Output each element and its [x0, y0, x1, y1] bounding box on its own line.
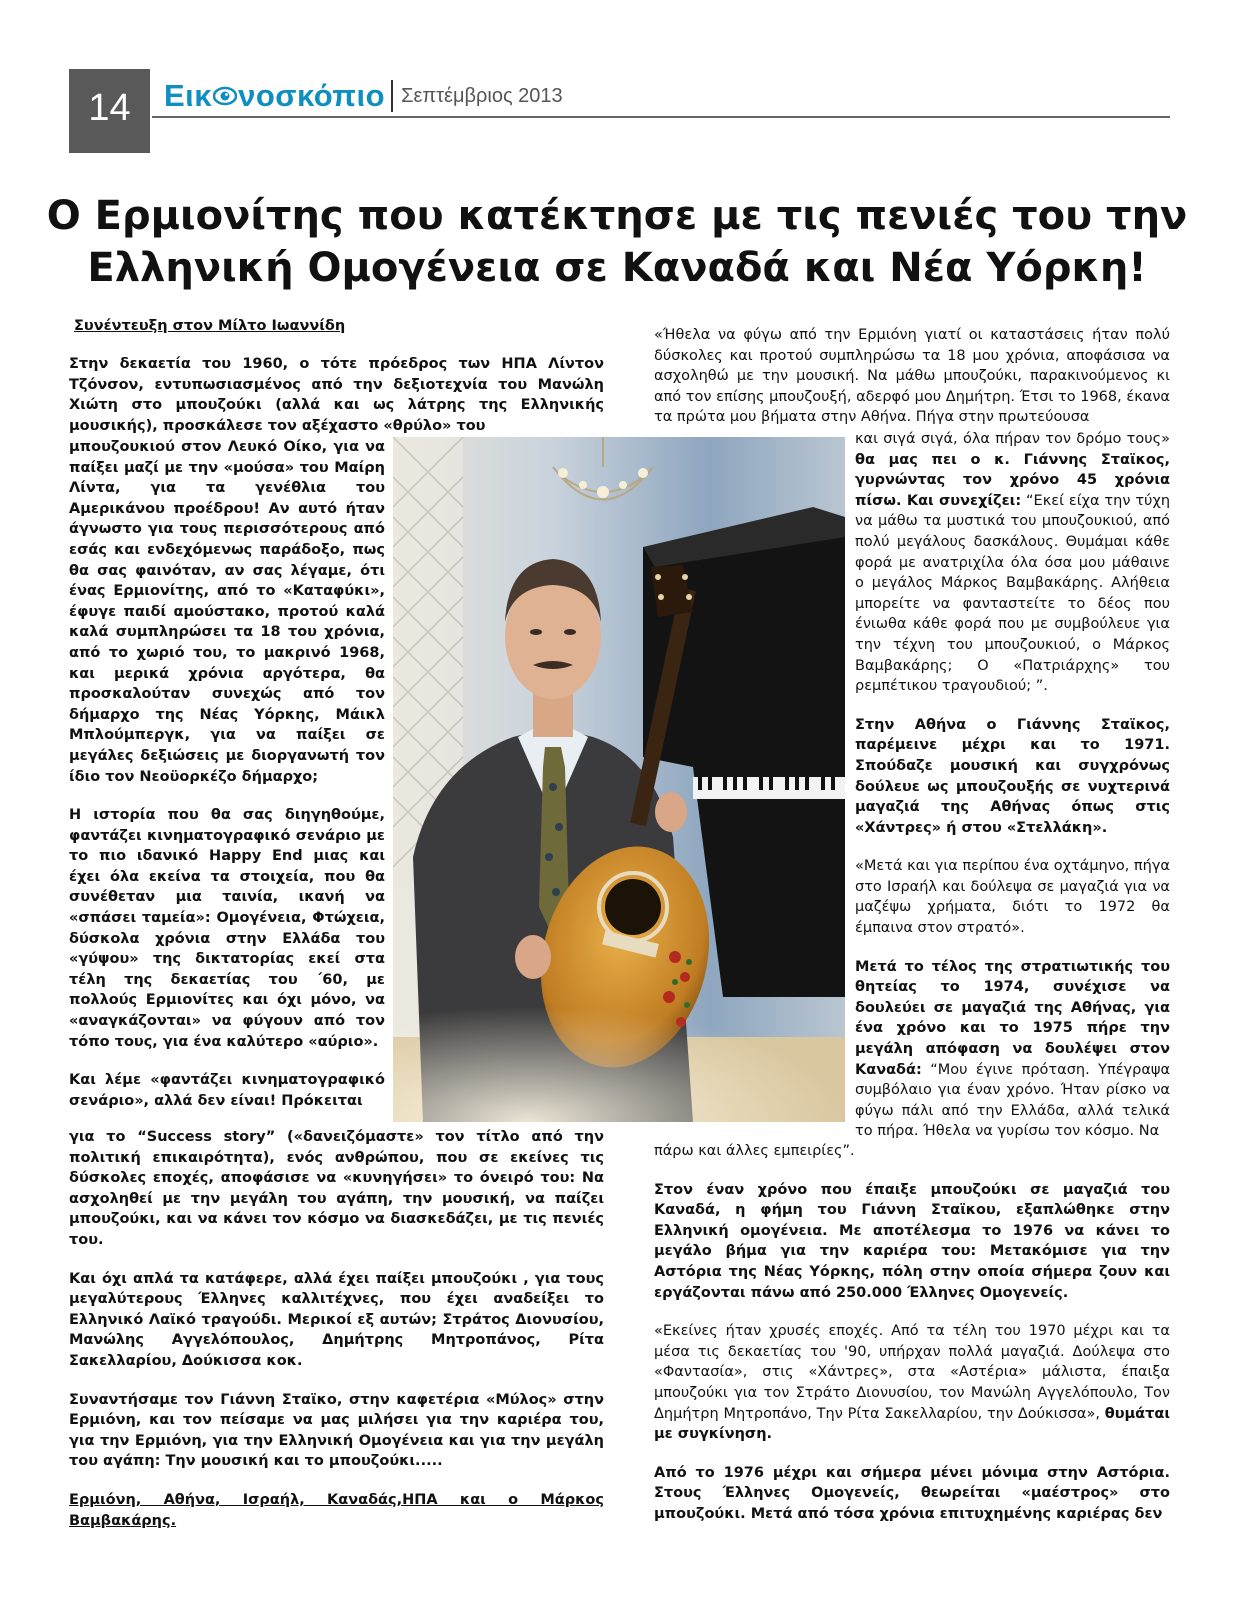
- canada-paragraph-side: [855, 957, 1170, 1142]
- quote-intro-side: [855, 429, 1170, 697]
- masthead-rule: [152, 116, 1170, 118]
- left-column-bottom: [69, 1127, 604, 1531]
- scenario-paragraph-full: για το “Success story” («δανειζόμαστε» τον τίτλο από την πολιτική επικαιρότητα), ενός ανθρώπου, που σε εκείνες τις δύσκολες εποχές, αποφάσισε να «κυνηγήσει» το όνειρό του: Να ασχοληθεί με την μεγάλη του αγάπη, την μουσική, να παίζει μπουζούκι, και να κάνει τον κόσμο να διασκεδάζει, με τις πενιές του.: [69, 1129, 604, 1248]
- golden-era-quote: [654, 1321, 1170, 1445]
- headline-line-1: Ο Ερμιονίτης που κατέκτησε με τις πενιές του την: [46, 193, 1188, 239]
- canada-paragraph-bold: Μετά το τέλος της στρατιωτικής του θητείας το 1974, συνέχισε να δουλεύει σε μαγαζιά της Αθήνας, για ένα χρόνο και το 1975 πήρε την μεγάλη απόφαση να δουλέψει στον Καναδά:: [855, 958, 1170, 1078]
- right-column-bottom: [654, 1141, 1170, 1525]
- maestro-paragraph: Από το 1976 μέχρι και σήμερα μένει μόνιμα στην Αστόρια. Στους Έλληνες Ομογενείς, θεωρείται «μαέστρος» στο μπουζούκι. Μετά από τόσα χρόνια επιτυχημένης καριέρας δεν: [654, 1464, 1170, 1522]
- right-column-top: [654, 325, 1170, 428]
- headline-line-2: Ελληνική Ομογένεια σε Καναδά και Νέα Υόρκη!: [87, 245, 1147, 291]
- israel-quote: «Μετά και για περίπου ένα οχτάμηνο, πήγα στο Ισραήλ και δούλεψα σε μαγαζιά για να μαζέψω χρήματα, διότι το 1972 θα έμπαινα στον στρατό».: [855, 858, 1170, 937]
- photo-man-with-bouzouki: [393, 437, 845, 1122]
- golden-era-quote-plain: «Εκείνες ήταν χρυσές εποχές. Από τα τέλη του 1970 μέχρι και τα μέσα τις δεκαετίας του '90, υπήρχαν πολλά μαγαζιά. Δούλεψα στο «Φαντασία», στις «Χάντρες», στα «Αστέρια» μάλιστα, έπαιξα μπουζούκι για τον Στράτο Διονυσίου, τον Μανώλη Αγγελόπουλο, Τον Δημήτρη Μητροπάνο, Την Ρίτα Σακελλαρίου, την Δούκισσα»,: [654, 1323, 1170, 1422]
- article-headline: [40, 190, 1194, 294]
- quote-intro-top: «Ήθελα να φύγω από την Ερμιόνη γιατί οι καταστάσεις ήταν πολύ δύσκολες και προτού συμπληρώσω τα 18 μου χρόνια, αποφάσισα να ασχοληθώ με την μουσική. Να μάθω μπουζούκι, παρακινούμενος κι από τον επίσης μπουζουξή, αδερφό μου Δημήτρη. Έτσι το 1968, έκανα τα πρώτα μου βήματα στην Αθήνα. Πήγα στην πρωτεύουσα: [654, 327, 1170, 426]
- intro-paragraph-top: Στην δεκαετία του 1960, ο τότε πρόεδρος των ΗΠΑ Λίντον Τζόνσον, εντυπωσιασμένος από την δεξιοτεχνία του Μανώλη Χιώτη στο μπουζούκι (αλλά και ως λάτρης της Ελληνικής μουσικής), προσκάλεσε τον αξέχαστο «θρύλο» του: [69, 356, 604, 434]
- left-column-top: [69, 354, 604, 436]
- artists-paragraph: Και όχι απλά τα κατάφερε, αλλά έχει παίξει μπουζούκι , για τους μεγαλύτερους Έλληνες καλλιτέχνες, που έχει αναδείξει το Ελληνικό Λαϊκό τραγούδι. Μερικοί εξ αυτών; Στράτος Διονυσίου, Μανώλης Αγγελόπουλος, Δημήτρης Μητροπάνος, Ρίτα Σακελλαρίου, Δούκισσα κοκ.: [69, 1270, 604, 1369]
- logo-text-part2: νοσκόπιο: [238, 78, 386, 113]
- right-column-side: [855, 429, 1170, 1142]
- quote-intro-side-quote: “Εκεί είχα την τύχη να μάθω τα μυστικά του μπουζουκιού, από πολύ μεγάλους δασκάλους. Θυμάμαι κάθε φορά με ανατριχίλα όλα όσα μου μάθαινε ο μεγάλος Μάρκος Βαμβακάρης. Αλήθεια μπορείτε να φανταστείτε το δέος που ένιωθα κάθε φορά που με συμβούλευε για την τέχνη του μπουζουκιού, ο Μάρκος Βαμβακάρης; Ο «Πατριάρχης» του ρεμπέτικου τραγουδιού; ”.: [855, 492, 1171, 695]
- meeting-paragraph: Συναντήσαμε τον Γιάννη Σταϊκο, στην καφετέρια «Μύλος» στην Ερμιόνη, και τον πείσαμε να μας μιλήσει για την καριέρα του, για την Ερμιόνη, για την Ελληνική Ομογένεια και για την μεγάλη του αγάπη: Την μουσική και το μπουζούκι.....: [69, 1391, 604, 1470]
- quote-intro-side-bold: θα μας πει ο κ. Γιάννης Σταϊκος, γυρνώντας τον χρόνο 45 χρόνια πίσω. Και συνεχίζει:: [855, 451, 1170, 509]
- scenario-paragraph-side: Και λέμε «φαντάζει κινηματογραφικό σενάριο», αλλά δεν είναι! Πρόκειται: [69, 1072, 385, 1109]
- article-photo: [393, 437, 845, 1122]
- section-subhead: Ερμιόνη, Αθήνα, Ισραήλ, Καναδάς,ΗΠΑ και ο Μάρκος Βαμβακάρης.: [69, 1491, 604, 1529]
- intro-paragraph-side: μπουζουκιού στον Λευκό Οίκο, για να παίξει μαζί με την «μούσα» του Μαίρη Λίντα, για τα γενέθλια του Αμερικάνου προέδρου! Αν αυτό ήταν άγνωστο για τους περισσότερους από εσάς και ενδεχόμενως παράδοξο, πως θα σας φαινόταν, αν σας λέγαμε, ότι ένας Ερμιονίτης, από το «Καταφύκι», έφυγε παιδί αμούστακο, προτού καλά καλά συμπληρώσει τα 18 του χρόνια, από το χωριό του, το μακρινό 1968, και μερικά χρόνια αργότερα, θα προσκαλούταν συνεχώς από τον δήμαρχο της Νέας Υόρκης, Μάικλ Μπλούμπεργκ, για να παίξει σε μεγάλες δεξιώσεις με διοργανωτή τον ίδιο τον Νεοϋορκέζο δήμαρχο;: [69, 439, 385, 785]
- page-number: 14: [69, 69, 150, 153]
- logo-text-part1: Εικ: [164, 78, 213, 113]
- interviewer-credit: Συνέντευξη στον Μίλτο Ιωαννίδη: [74, 318, 346, 334]
- canada-paragraph-plain: “Μου έγινε πρόταση. Υπέγραψα συμβόλαιο για έναν χρόνο. Ήταν ρίσκο να φύγω πάλι από την Ελλάδα, αλλά τελικά το πήρα. Ήθελα να γυρίσω τον κόσμο. Να: [855, 1061, 1170, 1140]
- golden-era-quote-bold: θυμάται με συγκίνηση.: [654, 1405, 1170, 1443]
- issue-date: Σεπτέμβριος 2013: [401, 84, 563, 107]
- masthead: [164, 76, 563, 116]
- quote-intro-side-plain: και σιγά σιγά, όλα πήραν τον δρόμο τους»: [855, 431, 1170, 447]
- eye-icon: [213, 86, 237, 106]
- athens-paragraph: Στην Αθήνα ο Γιάννης Σταϊκος, παρέμεινε μέχρι και το 1971. Σπούδαζε μουσική και συγχρόνως δούλευε ως μπουζουξής σε νυχτερινά μαγαζιά της Αθήνας όπως στις «Χάντρες» ή στου «Στελλάκη».: [855, 716, 1170, 836]
- masthead-divider: [391, 80, 393, 112]
- astoria-paragraph: Στον έναν χρόνο που έπαιξε μπουζούκι σε μαγαζιά του Καναδά, η φήμη του Γιάννη Σταϊκου, εξαπλώθηκε στην Ελληνική ομογένεια. Με αποτέλεσμα το 1976 να κάνει το μεγάλο βήμα για την καριέρα του: Μετακόμισε για την Αστόρια της Νέας Υόρκης, πόλη στην οποία σήμερα ζουν και εργάζονται πάνω από 250.000 Έλληνες Ομογενείς.: [654, 1181, 1170, 1301]
- magazine-logo: [164, 78, 385, 114]
- canada-paragraph-end: πάρω και άλλες εμπειρίες”.: [654, 1143, 855, 1159]
- story-paragraph: Η ιστορία που θα σας διηγηθούμε, φαντάζει κινηματογραφικό σενάριο με το πιο ιδανικό Happy End μιας και έχει όλα εκείνα τα στοιχεία, που θα συνέθεταν μια ταινία, ικανή να «σπάσει ταμεία»: Ομογένεια, Φτώχεια, δύσκολα χρόνια στην Ελλάδα του «γύψου» της δικτατορίας εκεί στα τέλη της δεκαετίας του ΄60, με πολλούς Ερμιονίτες και όχι μόνο, να «αναγκάζονται» να φύγουν από τον τόπο τους, για ένα καλύτερο «αύριο».: [69, 807, 385, 1050]
- left-column-side: [69, 437, 385, 1111]
